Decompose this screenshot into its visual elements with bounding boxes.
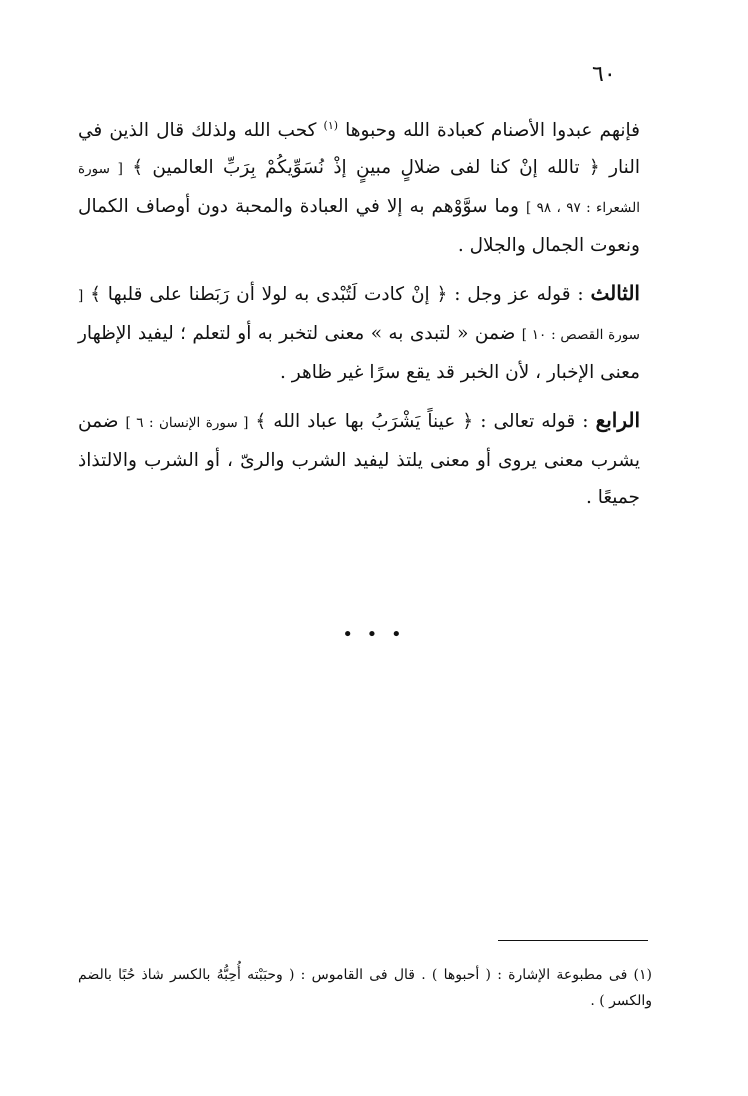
surah-reference-3: [ سورة الإنسان : ٦ ] (125, 415, 249, 431)
footnote-reference: (١) (323, 119, 339, 132)
quran-quote-2: ﴿ إنْ كادت لَتُبْدى به لولا أن رَبَطنا على قلبها ﴾ (90, 284, 448, 305)
surah-reference-2: [ سورة القصص : ١٠ ] (78, 288, 640, 343)
quran-quote-3: ﴿ عيناً يَشْرَبُ بها عباد الله ﴾ (255, 411, 474, 432)
paragraph-2-body: ضمن « لتبدى به » معنى لتخبر به أو لتعلم ؛ ليفيد الإظهار معنى الإخبار ، لأن الخبر قد يقع سرًا غير ظاهر . (78, 323, 640, 383)
paragraph-1-text-c: وما سوَّوْهم به إلا في العبادة والمحبة دون أوصاف الكمال ونعوت الجمال والجلال . (78, 196, 640, 256)
quran-quote-1: ﴿ تالله إنْ كنا لفى ضلالٍ مبينٍ إذْ نُسَوِّيكُمْ بِرَبِّ العالمين ﴾ (132, 157, 600, 178)
paragraph-2 (78, 275, 640, 391)
section-heading-fourth: الرابع (595, 408, 641, 432)
paragraph-2-intro: : قوله عز وجل : (447, 284, 591, 305)
paragraph-1-text-a: فإنهم عبدوا الأصنام كعبادة الله وحبوها (338, 120, 640, 141)
page-number: ٦٠ (592, 62, 616, 87)
footnote-divider (498, 940, 648, 941)
paragraph-3 (78, 402, 640, 516)
section-separator: • • • (342, 624, 406, 645)
footnote: (١) فى مطبوعة الإشارة : ( أحبوها ) . قال فى القاموس : ( وحبَبْته أُحِبُّهُ بالكسر شاذ حُبًا بالضم والكسر ) . (78, 967, 652, 1009)
main-text (78, 112, 640, 516)
surah-reference-1: [ سورة الشعراء : ٩٧ ، ٩٨ ] (78, 161, 640, 216)
section-heading-third: الثالث (590, 281, 640, 305)
paragraph-1 (78, 112, 640, 264)
paragraph-3-intro: : قوله تعالى : (473, 411, 596, 432)
paragraph-1-text-b: كحب الله ولذلك قال الذين في النار (78, 120, 640, 178)
paragraph-3-body: ضمن يشرب معنى يروى أو معنى يلتذ ليفيد الشرب والرىّ ، أو الشرب والالتذاذ جميعًا . (78, 411, 640, 508)
